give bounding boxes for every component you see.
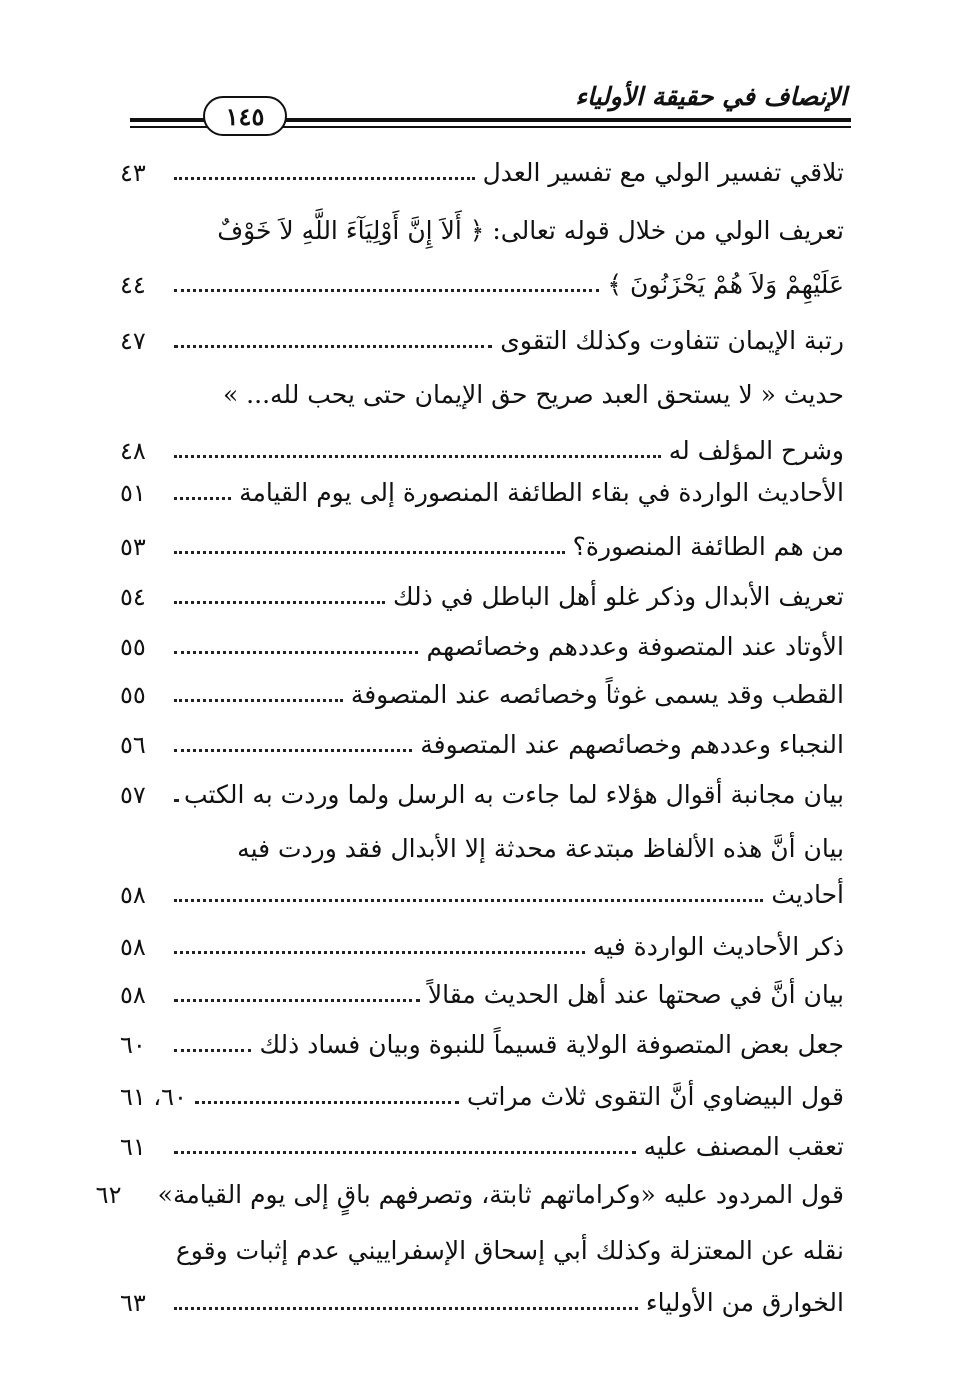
toc-entry-page: ٤٤ [120, 271, 146, 299]
toc-entry [120, 150, 844, 190]
toc-leader-dots [174, 289, 599, 292]
book-title: الإنصاف في حقيقة الأولياء [575, 82, 847, 111]
toc-leader-dots [174, 601, 385, 604]
toc-entry [120, 1228, 844, 1268]
toc-entry-title: بيان أنَّ في صحتها عند أهل الحديث مقالاً [427, 980, 844, 1009]
toc-entry-title: من هم الطائفة المنصورة؟ [572, 532, 844, 561]
toc-entry [120, 372, 844, 412]
toc-entry [120, 624, 844, 664]
toc-entry [120, 826, 844, 866]
toc-entry-title: القطب وقد يسمى غوثاً وخصائصه عند المتصوفة [350, 680, 844, 709]
toc-entry [120, 972, 844, 1012]
toc-leader-dots [174, 1151, 636, 1154]
toc-entry-page: ٥١ [120, 479, 146, 507]
toc-entry-title: أحاديث [771, 880, 844, 909]
toc-leader-dots [174, 345, 492, 348]
toc-entry-title: نقله عن المعتزلة وكذلك أبي إسحاق الإسفراييني عدم إثبات وقوع [175, 1236, 844, 1265]
toc-entry [120, 722, 844, 762]
toc-entry-title: الأوتاد عند المتصوفة وعددهم وخصائصهم [426, 632, 844, 661]
toc-leader-dots [174, 951, 585, 954]
toc-entry [120, 1280, 844, 1320]
toc-entry-page: ٤٧ [120, 327, 146, 355]
toc-entry [120, 470, 844, 510]
toc-entry-page: ٥٧ [120, 781, 146, 809]
toc-entry [120, 772, 844, 812]
toc-entry [120, 924, 844, 964]
toc-entry-page: ٤٨ [120, 437, 146, 465]
toc-entry-page: ٥٨ [120, 881, 146, 909]
toc-leader-dots [174, 497, 231, 500]
toc-entry-title: تلاقي تفسير الولي مع تفسير العدل [482, 158, 844, 187]
toc-leader-dots [174, 551, 565, 554]
toc-entry-title: قول المردود عليه «وكراماتهم ثابتة، وتصرفهم باقٍ إلى يوم القيامة» [157, 1180, 844, 1209]
toc-entry-page: ٦٢ [95, 1181, 122, 1209]
toc-leader-dots [174, 1049, 251, 1052]
toc-entry-title: بيان مجانبة أقوال هؤلاء لما جاءت به الرسل ولما وردت به الكتب [183, 780, 844, 809]
toc-entry-page: ٥٦ [120, 731, 146, 759]
toc-entry-page: ٦٠، ٦١ [120, 1083, 187, 1111]
toc-entry [120, 574, 844, 614]
toc-entry-title: حديث « لا يستحق العبد صريح حق الإيمان حتى يحب لله... » [222, 380, 844, 409]
toc-leader-dots [174, 455, 661, 458]
toc-entry [120, 872, 844, 912]
toc-leader-dots [174, 699, 343, 702]
toc-entry-title: تعقب المصنف عليه [643, 1132, 844, 1161]
toc-entry [120, 208, 844, 248]
toc-entry-title: بيان أنَّ هذه الألفاظ مبتدعة محدثة إلا الأبدال فقد وردت فيه [237, 834, 844, 863]
toc-leader-dots [174, 749, 412, 752]
toc-entry-page: ٥٨ [120, 981, 146, 1009]
toc-entry-title: جعل بعض المتصوفة الولاية قسيماً للنبوة وبيان فساد ذلك [259, 1030, 844, 1059]
toc-entry-page: ٥٨ [120, 933, 146, 961]
toc-entry-title: تعريف الأبدال وذكر غلو أهل الباطل في ذلك [392, 582, 844, 611]
toc-entry-title: النجباء وعددهم وخصائصهم عند المتصوفة [420, 730, 844, 759]
toc-entry-title: الأحاديث الواردة في بقاء الطائفة المنصورة إلى يوم القيامة [239, 478, 844, 507]
toc-entry-title: رتبة الإيمان تتفاوت وكذلك التقوى [500, 326, 844, 355]
toc-entry [120, 262, 844, 302]
toc-entry [120, 428, 844, 468]
toc-entry-title: ذكر الأحاديث الواردة فيه [592, 932, 844, 961]
toc-leader-dots [174, 651, 418, 654]
toc-entry [120, 318, 844, 358]
toc-leader-dots [174, 999, 420, 1002]
toc-entry-title: عَلَيْهِمْ وَلاَ هُمْ يَحْزَنُونَ ﴾ [607, 270, 844, 299]
toc-entry [95, 1172, 844, 1212]
toc-entry-title: تعريف الولي من خلال قوله تعالى: ﴿ أَلاَ إِنَّ أَوْلِيَآءَ اللَّهِ لاَ خَوْفٌ [217, 216, 844, 245]
toc-entry-page: ٤٣ [120, 159, 146, 187]
toc-leader-dots [195, 1101, 459, 1104]
toc-entry [120, 524, 844, 564]
toc-leader-dots [174, 177, 475, 180]
toc-entry-page: ٦٣ [120, 1289, 146, 1317]
toc-entry-page: ٥٤ [120, 583, 146, 611]
toc-entry-title: الخوارق من الأولياء [645, 1288, 844, 1317]
toc-entry-page: ٥٥ [120, 633, 146, 661]
toc-entry-page: ٦١ [120, 1133, 146, 1161]
toc-leader-dots [174, 899, 763, 902]
toc-entry [120, 1074, 844, 1114]
toc-leader-dots [174, 799, 176, 802]
toc-entry-page: ٥٣ [120, 533, 146, 561]
toc-entry-title: وشرح المؤلف له [668, 436, 844, 465]
toc-entry [120, 672, 844, 712]
toc-entry-page: ٦٠ [120, 1031, 146, 1059]
toc-entry [120, 1022, 844, 1062]
toc-entry-title: قول البيضاوي أنَّ التقوى ثلاث مراتب [467, 1082, 844, 1111]
toc-leader-dots [174, 1307, 638, 1310]
toc-entry-page: ٥٥ [120, 681, 146, 709]
page-number-badge: ١٤٥ [203, 96, 287, 136]
toc-entry [120, 1124, 844, 1164]
